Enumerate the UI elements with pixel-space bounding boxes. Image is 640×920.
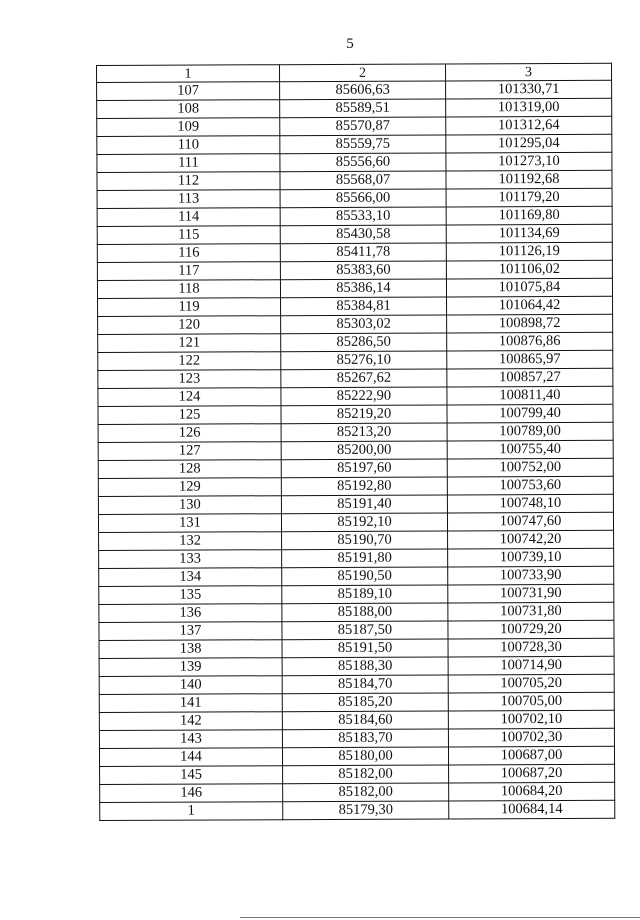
point-number-cell: 127 <box>98 442 281 461</box>
table-row <box>99 602 614 622</box>
x-coordinate-cell: 85568,07 <box>280 171 446 190</box>
y-coordinate-cell: 100684,14 <box>449 800 615 819</box>
x-coordinate-cell: 85589,51 <box>280 99 446 118</box>
table-row <box>99 710 614 730</box>
page-bottom-edge-line <box>240 917 640 918</box>
header-col-1: 1 <box>97 65 280 83</box>
y-coordinate-cell: 101319,00 <box>446 98 612 117</box>
table-row <box>98 494 613 514</box>
y-coordinate-cell: 100752,00 <box>447 458 613 477</box>
point-number-cell: 123 <box>98 370 281 389</box>
y-coordinate-cell: 100731,80 <box>448 602 614 621</box>
point-number-cell: 1 <box>100 802 283 821</box>
y-coordinate-cell: 100687,00 <box>448 746 614 765</box>
x-coordinate-cell: 85188,00 <box>282 603 448 622</box>
point-number-cell: 110 <box>97 136 280 155</box>
x-coordinate-cell: 85184,60 <box>282 711 448 730</box>
x-coordinate-cell: 85386,14 <box>280 279 446 298</box>
y-coordinate-cell: 101295,04 <box>446 134 612 153</box>
table-row <box>97 206 612 226</box>
y-coordinate-cell: 100702,10 <box>448 710 614 729</box>
point-number-cell: 117 <box>97 262 280 281</box>
x-coordinate-cell: 85570,87 <box>280 117 446 136</box>
x-coordinate-cell: 85189,10 <box>282 585 448 604</box>
point-number-cell: 140 <box>99 676 282 695</box>
x-coordinate-cell: 85191,40 <box>281 495 447 514</box>
header-col-3: 3 <box>445 63 611 81</box>
point-number-cell: 115 <box>97 226 280 245</box>
x-coordinate-cell: 85200,00 <box>281 441 447 460</box>
y-coordinate-cell: 100898,72 <box>447 314 613 333</box>
table-row <box>97 224 612 244</box>
point-number-cell: 114 <box>97 208 280 227</box>
point-number-cell: 139 <box>99 658 282 677</box>
point-number-cell: 133 <box>99 550 282 569</box>
table-row <box>97 98 612 118</box>
table-row <box>99 620 614 640</box>
table-row <box>99 746 614 766</box>
coordinates-table <box>96 63 615 821</box>
y-coordinate-cell: 100731,90 <box>448 584 614 603</box>
point-number-cell: 109 <box>97 118 280 137</box>
x-coordinate-cell: 85192,10 <box>281 513 447 532</box>
x-coordinate-cell: 85185,20 <box>282 693 448 712</box>
y-coordinate-cell: 100742,20 <box>448 530 614 549</box>
table-row <box>98 512 613 532</box>
x-coordinate-cell: 85566,00 <box>280 189 446 208</box>
y-coordinate-cell: 100876,86 <box>447 332 613 351</box>
y-coordinate-cell: 100789,00 <box>447 422 613 441</box>
y-coordinate-cell: 100755,40 <box>447 440 613 459</box>
x-coordinate-cell: 85606,63 <box>280 81 446 100</box>
y-coordinate-cell: 100705,00 <box>448 692 614 711</box>
header-col-2: 2 <box>280 64 446 82</box>
x-coordinate-cell: 85213,20 <box>281 423 447 442</box>
table-row <box>98 458 613 478</box>
y-coordinate-cell: 100684,20 <box>449 782 615 801</box>
table-row <box>98 476 613 496</box>
table-row <box>98 350 613 370</box>
table-row <box>97 242 612 262</box>
x-coordinate-cell: 85559,75 <box>280 135 446 154</box>
table-row <box>97 170 612 190</box>
table-row <box>98 296 613 316</box>
y-coordinate-cell: 101330,71 <box>446 80 612 99</box>
point-number-cell: 122 <box>98 352 281 371</box>
table-row <box>98 368 613 388</box>
x-coordinate-cell: 85383,60 <box>280 261 446 280</box>
y-coordinate-cell: 101273,10 <box>446 152 612 171</box>
table-row <box>98 314 613 334</box>
point-number-cell: 137 <box>99 622 282 641</box>
point-number-cell: 136 <box>99 604 282 623</box>
x-coordinate-cell: 85303,02 <box>281 315 447 334</box>
y-coordinate-cell: 101312,64 <box>446 116 612 135</box>
page-number: 5 <box>346 36 354 52</box>
table-row <box>97 80 612 100</box>
point-number-cell: 146 <box>100 784 283 803</box>
x-coordinate-cell: 85222,90 <box>281 387 447 406</box>
point-number-cell: 118 <box>97 280 280 299</box>
table-row <box>98 440 613 460</box>
x-coordinate-cell: 85183,70 <box>282 729 448 748</box>
point-number-cell: 125 <box>98 406 281 425</box>
y-coordinate-cell: 100702,30 <box>448 728 614 747</box>
y-coordinate-cell: 100687,20 <box>449 764 615 783</box>
table-row <box>97 134 612 154</box>
table-row <box>99 728 614 748</box>
point-number-cell: 129 <box>98 478 281 497</box>
table-row <box>99 656 614 676</box>
x-coordinate-cell: 85180,00 <box>282 747 448 766</box>
y-coordinate-cell: 100739,10 <box>448 548 614 567</box>
point-number-cell: 134 <box>99 568 282 587</box>
x-coordinate-cell: 85267,62 <box>281 369 447 388</box>
x-coordinate-cell: 85190,50 <box>282 567 448 586</box>
table-row <box>97 260 612 280</box>
x-coordinate-cell: 85219,20 <box>281 405 447 424</box>
y-coordinate-cell: 101075,84 <box>446 278 612 297</box>
table-row <box>100 764 615 784</box>
x-coordinate-cell: 85556,60 <box>280 153 446 172</box>
point-number-cell: 126 <box>98 424 281 443</box>
y-coordinate-cell: 101126,19 <box>446 242 612 261</box>
x-coordinate-cell: 85182,00 <box>283 783 449 802</box>
x-coordinate-cell: 85430,58 <box>280 225 446 244</box>
coordinates-table-container <box>96 63 614 821</box>
x-coordinate-cell: 85286,50 <box>281 333 447 352</box>
table-row <box>97 116 612 136</box>
x-coordinate-cell: 85276,10 <box>281 351 447 370</box>
point-number-cell: 138 <box>99 640 282 659</box>
x-coordinate-cell: 85179,30 <box>283 801 449 820</box>
y-coordinate-cell: 100753,60 <box>447 476 613 495</box>
point-number-cell: 112 <box>97 172 280 191</box>
point-number-cell: 143 <box>99 730 282 749</box>
point-number-cell: 113 <box>97 190 280 209</box>
table-row <box>98 422 613 442</box>
table-row <box>98 404 613 424</box>
point-number-cell: 116 <box>97 244 280 263</box>
table-row <box>100 800 615 820</box>
y-coordinate-cell: 100733,90 <box>448 566 614 585</box>
point-number-cell: 135 <box>99 586 282 605</box>
table-row <box>98 332 613 352</box>
point-number-cell: 121 <box>98 334 281 353</box>
point-number-cell: 124 <box>98 388 281 407</box>
table-row <box>97 278 612 298</box>
point-number-cell: 128 <box>98 460 281 479</box>
table-row <box>97 188 612 208</box>
x-coordinate-cell: 85190,70 <box>282 531 448 550</box>
y-coordinate-cell: 100748,10 <box>447 494 613 513</box>
point-number-cell: 144 <box>99 748 282 767</box>
point-number-cell: 141 <box>99 694 282 713</box>
y-coordinate-cell: 100799,40 <box>447 404 613 423</box>
x-coordinate-cell: 85191,50 <box>282 639 448 658</box>
y-coordinate-cell: 101134,69 <box>446 224 612 243</box>
table-row <box>98 386 613 406</box>
x-coordinate-cell: 85187,50 <box>282 621 448 640</box>
table-row <box>99 584 614 604</box>
x-coordinate-cell: 85197,60 <box>281 459 447 478</box>
y-coordinate-cell: 100747,60 <box>447 512 613 531</box>
x-coordinate-cell: 85188,30 <box>282 657 448 676</box>
y-coordinate-cell: 100865,97 <box>447 350 613 369</box>
y-coordinate-cell: 100714,90 <box>448 656 614 675</box>
table-row <box>99 530 614 550</box>
x-coordinate-cell: 85191,80 <box>282 549 448 568</box>
y-coordinate-cell: 100705,20 <box>448 674 614 693</box>
point-number-cell: 145 <box>100 766 283 785</box>
y-coordinate-cell: 101179,20 <box>446 188 612 207</box>
x-coordinate-cell: 85192,80 <box>281 477 447 496</box>
y-coordinate-cell: 100728,30 <box>448 638 614 657</box>
point-number-cell: 107 <box>97 82 280 101</box>
table-row <box>99 638 614 658</box>
y-coordinate-cell: 101169,80 <box>446 206 612 225</box>
table-row <box>97 152 612 172</box>
y-coordinate-cell: 100729,20 <box>448 620 614 639</box>
table-row <box>99 692 614 712</box>
table-row <box>99 548 614 568</box>
x-coordinate-cell: 85411,78 <box>280 243 446 262</box>
table-body <box>97 80 615 820</box>
point-number-cell: 108 <box>97 100 280 119</box>
y-coordinate-cell: 101106,02 <box>446 260 612 279</box>
table-row <box>99 566 614 586</box>
point-number-cell: 120 <box>98 316 281 335</box>
point-number-cell: 131 <box>98 514 281 533</box>
y-coordinate-cell: 101192,68 <box>446 170 612 189</box>
x-coordinate-cell: 85384,81 <box>281 297 447 316</box>
y-coordinate-cell: 100811,40 <box>447 386 613 405</box>
point-number-cell: 111 <box>97 154 280 173</box>
point-number-cell: 142 <box>99 712 282 731</box>
x-coordinate-cell: 85182,00 <box>283 765 449 784</box>
y-coordinate-cell: 100857,27 <box>447 368 613 387</box>
point-number-cell: 119 <box>98 298 281 317</box>
y-coordinate-cell: 101064,42 <box>447 296 613 315</box>
point-number-cell: 130 <box>98 496 281 515</box>
table-row <box>99 674 614 694</box>
x-coordinate-cell: 85184,70 <box>282 675 448 694</box>
point-number-cell: 132 <box>99 532 282 551</box>
table-row <box>100 782 615 802</box>
x-coordinate-cell: 85533,10 <box>280 207 446 226</box>
